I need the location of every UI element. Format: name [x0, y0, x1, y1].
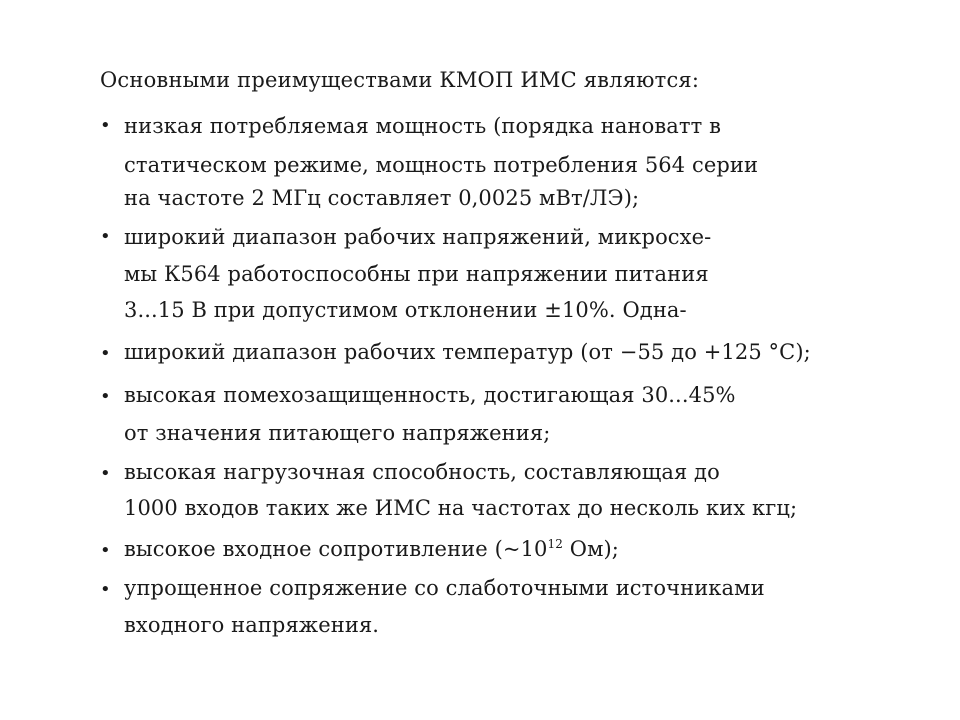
list-item-line: широкий диапазон рабочих температур (от −55 до +125 °С);: [124, 340, 811, 364]
list-item-line: широкий диапазон рабочих напряжений, микросхе-: [124, 225, 712, 249]
bullet-icon: •: [100, 386, 111, 407]
bullet-icon: •: [100, 540, 111, 561]
list-item-line: статическом режиме, мощность потребления 564 серии: [124, 153, 759, 177]
list-item-line: упрощенное сопряжение со слаботочными источниками: [124, 576, 765, 600]
list-item-line: высокая помехозащищенность, достигающая 30...45%: [124, 383, 736, 407]
bullet-icon: •: [100, 115, 111, 136]
list-item-line: высокая нагрузочная способность, составляющая до: [124, 460, 720, 484]
list-item-line: 1000 входов таких же ИМС на частотах до несколь ких кгц;: [124, 496, 798, 520]
list-item-text: Ом);: [562, 537, 619, 561]
list-item-line: [124, 537, 619, 561]
list-item-line: низкая потребляемая мощность (порядка нановатт в: [124, 114, 722, 138]
list-item-text: высокое входное сопротивление (~10: [124, 537, 548, 561]
bullet-icon: •: [100, 579, 111, 600]
list-item-line: входного напряжения.: [124, 613, 380, 637]
superscript-exponent: 12: [547, 537, 563, 551]
list-item-line: мы К564 работоспособны при напряжении питания: [124, 262, 709, 286]
list-item-line: от значения питающего напряжения;: [124, 421, 551, 445]
page-title: Основными преимуществами КМОП ИМС являются:: [100, 68, 700, 92]
list-item-line: 3...15 В при допустимом отклонении ±10%. Одна-: [124, 298, 687, 322]
bullet-icon: •: [100, 463, 111, 484]
bullet-icon: •: [100, 343, 111, 364]
bullet-icon: •: [100, 226, 111, 247]
list-item-line: на частоте 2 МГц составляет 0,0025 мВт/ЛЭ);: [124, 186, 640, 210]
